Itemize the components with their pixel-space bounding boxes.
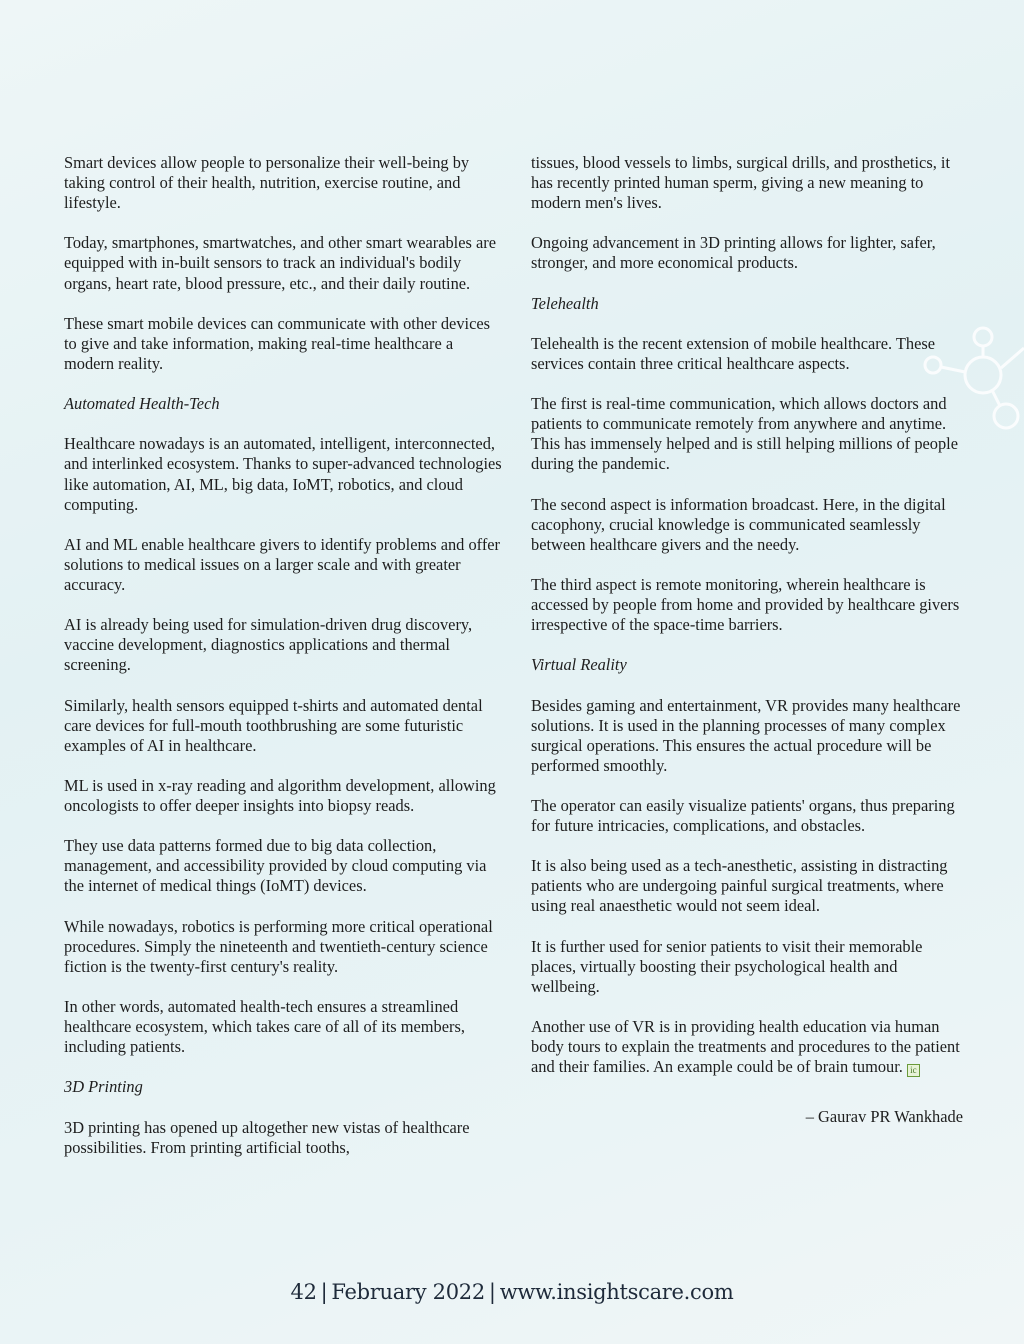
paragraph: In other words, automated health-tech ensures a streamlined healthcare ecosystem, which takes care of all of its members, including patients. [64,996,465,1057]
paragraph: ML is used in x-ray reading and algorithm development, allowing oncologists to offer deeper insights into biopsy reads. [64,775,496,815]
paragraph-final [531,1017,963,1077]
paragraph: It is further used for senior patients to visit their memorable places, virtually boosting their psychological health and wellbeing. [531,936,923,996]
paragraph: Smart devices allow people to personalize their well-being by taking control of their health, nutrition, exercise routine, and lifestyle. [64,153,470,213]
paragraph: 3D printing has opened up altogether new vistas of healthcare possibilities. From printing artificial tooths, [64,1117,470,1157]
issue-date: February 2022 [331,1280,485,1304]
section-heading: Telehealth [531,293,599,313]
paragraph: They use data patterns formed due to big data collection, management, and accessibility provided by cloud computing via the internet of medical things (IoMT) devices. [64,836,487,896]
paragraph: The second aspect is information broadcast. Here, in the digital cacophony, crucial knowledge is communicated seamlessly between healthcare givers and the needy. [531,494,946,554]
paragraph: Besides gaming and entertainment, VR provides many healthcare solutions. It is used in the planning processes of many complex surgical operations. This ensures the actual procedure will be performed smoothly. [531,695,961,775]
article-end-icon: ic [907,1064,920,1077]
paragraph: Ongoing advancement in 3D printing allows for lighter, safer, stronger, and more economical products. [531,233,936,273]
footer-divider: | [320,1280,328,1304]
paragraph: Similarly, health sensors equipped t-shirts and automated dental care devices for full-mouth toothbrushing are some futuristic examples of AI in healthcare. [64,695,483,755]
page-footer [0,1280,1024,1304]
paragraph: Healthcare nowadays is an automated, intelligent, interconnected, and interlinked ecosystem. Thanks to super-advanced technologies like automation, AI, ML, big data, IoMT, robotics, and cloud computing. [64,434,502,514]
paragraph-text: Another use of VR is in providing health education via human body tours to explain the treatments and procedures to the patient and their families. An example could be of brain tumour. [531,1017,960,1077]
paragraph: The third aspect is remote monitoring, wherein healthcare is accessed by people from home and provided by healthcare givers irrespective of the space-time barriers. [531,574,960,635]
paragraph: AI and ML enable healthcare givers to identify problems and offer solutions to medical issues on a larger scale and with greater accuracy. [64,534,501,594]
left-text-column [64,153,504,1178]
footer-divider: | [488,1280,496,1304]
section-heading: Automated Health-Tech [64,394,220,414]
right-text-column [531,153,963,1148]
paragraph: It is also being used as a tech-anesthetic, assisting in distracting patients who are undergoing painful surgical treatments, where using real anaesthetic would not seem ideal. [531,856,948,916]
paragraph: tissues, blood vessels to limbs, surgical drills, and prosthetics, it has recently printed human sperm, giving a new meaning to modern men's lives. [531,153,951,213]
paragraph: The operator can easily visualize patients' organs, thus preparing for future intricacies, complications, and obstacles. [531,796,955,836]
page-number: 42 [290,1280,317,1304]
section-heading: 3D Printing [64,1077,143,1097]
section-heading: Virtual Reality [531,655,627,675]
paragraph: The first is real-time communication, which allows doctors and patients to communicate remotely from anywhere and anytime. This has immensely helped and is still helping millions of people during the pandemic. [531,394,959,474]
paragraph: These smart mobile devices can communicate with other devices to give and take information, making real-time healthcare a modern reality. [64,313,491,373]
paragraph: While nowadays, robotics is performing more critical operational procedures. Simply the nineteenth and twentieth-century science fiction is the twenty-first century's reality. [64,916,493,976]
author-byline: – Gaurav PR Wankhade [805,1107,963,1127]
paragraph: AI is already being used for simulation-driven drug discovery, vaccine development, diagnostics applications and thermal screening. [64,615,473,675]
paragraph: Telehealth is the recent extension of mobile healthcare. These services contain three critical healthcare aspects. [531,333,936,373]
website-link[interactable]: www.insightscare.com [499,1280,734,1304]
paragraph: Today, smartphones, smartwatches, and other smart wearables are equipped with in-built sensors to track an individual's bodily organs, heart rate, blood pressure, etc., and their daily routine. [64,233,496,293]
